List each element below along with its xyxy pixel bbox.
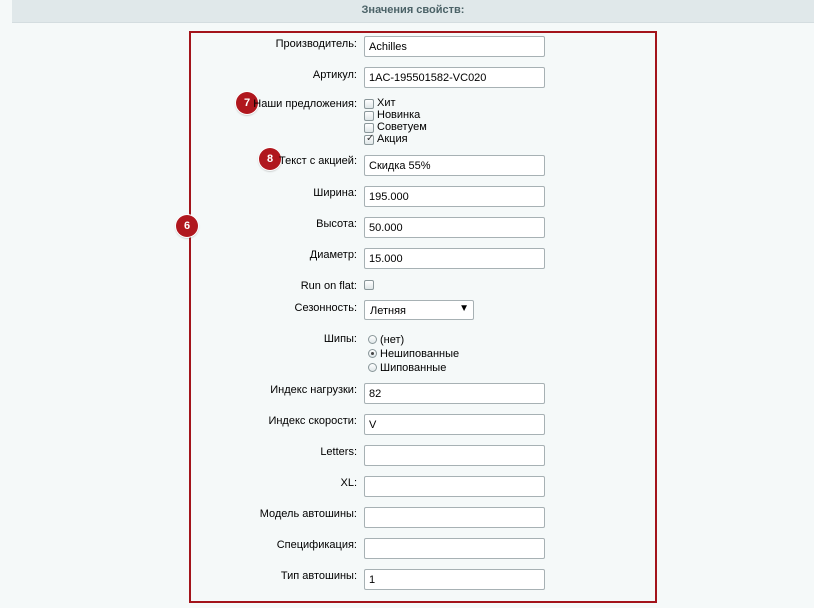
run-on-flat-label: Run on flat: bbox=[300, 280, 357, 292]
checkmark-icon: ✓ bbox=[366, 133, 375, 144]
speed-index-input[interactable] bbox=[364, 414, 545, 435]
badge-6: 6 bbox=[176, 215, 198, 237]
offer-recommend-label: Советуем bbox=[377, 121, 427, 133]
height-input[interactable] bbox=[364, 217, 545, 238]
offer-promo-checkbox[interactable] bbox=[364, 135, 374, 145]
offer-promo-label: Акция bbox=[377, 133, 408, 145]
spec-label: Спецификация: bbox=[276, 539, 357, 551]
spikes-none-label: (нет) bbox=[380, 334, 405, 346]
model-input[interactable] bbox=[364, 507, 545, 528]
spikes-studded-label: Шипованные bbox=[380, 362, 447, 374]
offer-hit-checkbox[interactable] bbox=[364, 99, 374, 109]
letters-label: Letters: bbox=[320, 446, 357, 458]
width-input[interactable] bbox=[364, 186, 545, 207]
section-header: Значения свойств: bbox=[12, 0, 814, 23]
offers-label: Наши предложения: bbox=[253, 98, 357, 110]
season-label: Сезонность: bbox=[294, 302, 357, 314]
spec-input[interactable] bbox=[364, 538, 545, 559]
spikes-studless-radio[interactable] bbox=[368, 349, 377, 358]
manufacturer-label: Производитель: bbox=[275, 38, 357, 50]
spikes-none-radio[interactable] bbox=[368, 335, 377, 344]
dropdown-arrow-icon: ▼ bbox=[459, 303, 469, 314]
speed-index-label: Индекс скорости: bbox=[268, 415, 357, 427]
diameter-label: Диаметр: bbox=[309, 249, 357, 261]
offer-new-checkbox[interactable] bbox=[364, 111, 374, 121]
model-label: Модель автошины: bbox=[259, 508, 357, 520]
season-select[interactable] bbox=[364, 300, 474, 320]
xl-label: XL: bbox=[340, 477, 357, 489]
spikes-studded-radio[interactable] bbox=[368, 363, 377, 372]
manufacturer-input[interactable] bbox=[364, 36, 545, 57]
promo-text-input[interactable] bbox=[364, 155, 545, 176]
article-label: Артикул: bbox=[312, 69, 357, 81]
width-label: Ширина: bbox=[313, 187, 357, 199]
offer-recommend-checkbox[interactable] bbox=[364, 123, 374, 133]
run-on-flat-checkbox[interactable] bbox=[364, 280, 374, 290]
height-label: Высота: bbox=[316, 218, 357, 230]
letters-input[interactable] bbox=[364, 445, 545, 466]
tire-type-label: Тип автошины: bbox=[280, 570, 357, 582]
load-index-input[interactable] bbox=[364, 383, 545, 404]
offer-new-label: Новинка bbox=[377, 109, 421, 121]
spikes-label: Шипы: bbox=[323, 333, 357, 345]
diameter-input[interactable] bbox=[364, 248, 545, 269]
xl-input[interactable] bbox=[364, 476, 545, 497]
badge-8: 8 bbox=[259, 148, 281, 170]
badge-7: 7 bbox=[236, 92, 258, 114]
promo-text-label: Текст с акцией: bbox=[279, 155, 357, 167]
season-value: Летняя bbox=[370, 305, 406, 317]
load-index-label: Индекс нагрузки: bbox=[270, 384, 357, 396]
offer-hit-label: Хит bbox=[377, 97, 396, 109]
spikes-studless-label: Нешипованные bbox=[380, 348, 460, 360]
article-input[interactable] bbox=[364, 67, 545, 88]
tire-type-input[interactable] bbox=[364, 569, 545, 590]
